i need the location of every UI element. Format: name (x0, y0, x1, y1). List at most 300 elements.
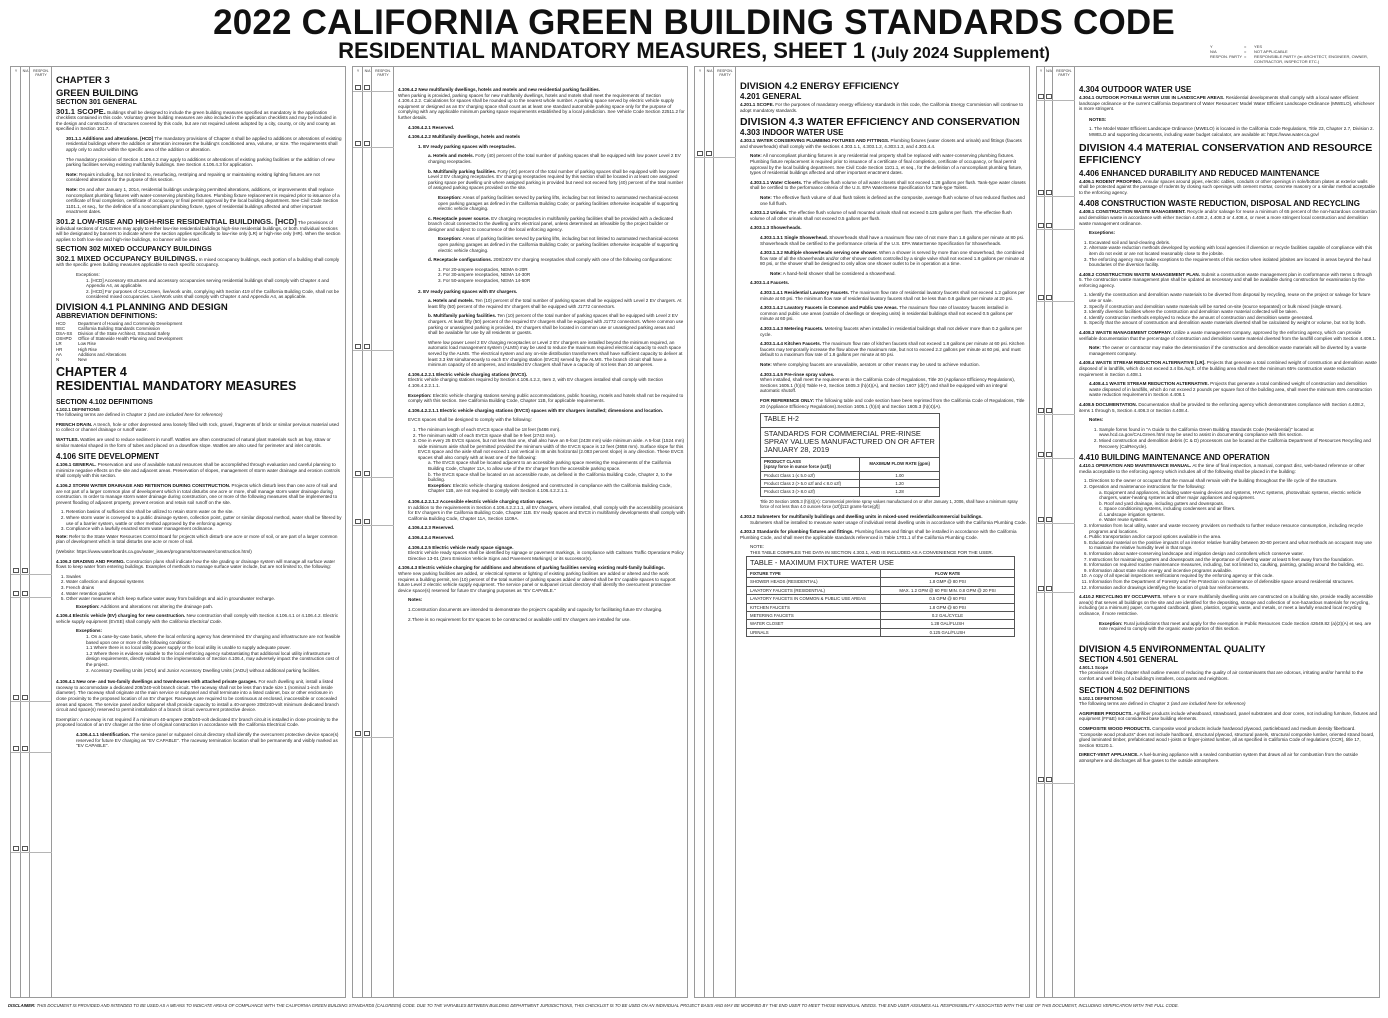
na-checkbox[interactable] (1046, 586, 1052, 591)
column-3-content (740, 79, 1027, 637)
header-subtext: [spray force in ounce force (ozf)] (764, 464, 831, 470)
abbr-code: HCD (56, 320, 66, 326)
term-label: COMPOSITE WOOD PRODUCTS. (1079, 725, 1151, 731)
section-text: The mandatory provisions of Chapter 4 shall be applied to additions or alterations of existing residential buildings where the addition or alteration increases the building's conditioned area, volume, or size. The requirements shall apply only to and/or within the specific area of the addition or alteration. (66, 135, 342, 153)
abbr-meaning: New (78, 356, 87, 362)
note-text: On and after January 1, 2014, residential buildings undergoing permitted alterations, additions, or improvements shall replace noncompliant plumbing fixtures with water-conserving plumbing fixtures. Plumbing fixture replacement is required prior to issuance of a certificate of final completion, certificate of occupancy or final permit approval by the local building department. See Civil Code Section 1101.1, et seq., for the definition of a noncompliant plumbing fixture, types of residential buildings affected and other important enactment dates. (66, 187, 340, 215)
exception-label: Exception: (438, 194, 462, 200)
division-heading: DIVISION 4.2 ENERGY EFFICIENCY (740, 81, 900, 92)
section-heading: SECTION 302 MIXED OCCUPANCY BUILDINGS (56, 246, 212, 254)
yes-checkbox[interactable] (355, 519, 361, 524)
section-text: In addition to the requirements in Section 4.106.4.2.2.1.1, all EV chargers, where installed, shall comply with the accessibility provisions for EV chargers in the California Building Code, Chapter 11B. EV ready spaces and EVCS in multifamily developments shall comply with California Building Code, Chapter 11A, Section 1109A. (408, 504, 685, 521)
y-column (695, 67, 705, 997)
section-text: At the time of final inspection, a manual, compact disc, web-based reference or other media acceptable to the enforcing agency which includes all of the following shall be placed in the building: (1079, 463, 1365, 474)
section-label: 301.2 LOW-RISE AND HIGH-RISE RESIDENTIAL BUILDINGS. [HCD] (56, 217, 297, 226)
legend-eq: = (1244, 49, 1247, 54)
list-item: 1. Retention basins of sufficient size shall be utilized to retain storm water on the site. (66, 509, 343, 515)
item-label: b. Multifamily parking facilities. (428, 313, 497, 319)
abbr-code: HR (56, 346, 63, 352)
division-heading: DIVISION 4.5 ENVIRONMENTAL QUALITY (1079, 643, 1266, 655)
exception-text: Electric vehicle charging stations designed and constructed in compliance with the California Building Code, Chapter 11B, are not required to comply with Section 4.106.4.2.2.1.1. (428, 482, 672, 494)
exception-label: Exception: (1099, 620, 1123, 626)
checklist-row (353, 518, 394, 526)
section-label: 4.303.1.4.2 Lavatory Faucets in Common and Public Use Areas. (760, 305, 898, 311)
table-cell: SHOWER HEADS (RESIDENTIAL) (747, 578, 881, 586)
note-label: Note: (760, 194, 772, 200)
exception-text: Electric vehicle charging stations serving public accommodations, public housing, motels and hotels shall not be required to comply with this section. See California Building Code, Chapter 11B, for applicable requirements. (408, 392, 684, 404)
definitions-intro-note: (and are included here for reference) (147, 412, 223, 418)
yes-checkbox[interactable] (1038, 408, 1044, 413)
list-item: 12. Information and/or drawings identifying the location of grab bar reinforcements. (1089, 585, 1377, 591)
list-item: 3. Identify diversion facilities where the construction and demolition waste material collected will be taken. (1089, 309, 1377, 315)
list-heading: 1. EV ready parking spaces with receptacles. (418, 143, 516, 149)
na-checkbox[interactable] (22, 591, 28, 596)
section-label: 4.106.4.3 Electric vehicle charging for additions and alterations of parking facilities serving existing multi-family buildings. (398, 565, 666, 571)
list-item: 1. For 20-ampere receptacles, NEMA 6-20R (438, 266, 528, 272)
checklist-row (353, 470, 394, 478)
na-checkbox[interactable] (364, 471, 370, 476)
note-text: Where complying faucets are unavailable, aerators or other means may be used to achieve reduction. (773, 362, 980, 367)
list-item: 9. Information about state solar energy and incentive programs available. (1089, 568, 1377, 574)
na-checkbox[interactable] (1046, 777, 1052, 782)
abbr-code: BSC (56, 325, 66, 331)
chapter-title: RESIDENTIAL MANDATORY MEASURES (56, 379, 297, 394)
section-text: The maximum flow rate of lavatory faucets installed in common and public use areas (outside of dwellings or sleeping units) in residential buildings shall not exceed 0.5 gallons per minute at 60 psi. (760, 305, 1013, 322)
note-text: A hand-held shower shall be considered a showerhead. (782, 270, 896, 276)
checklist-row (11, 590, 52, 598)
table-cell: LAVATORY FAUCETS IN COMMON & PUBLIC USE AREAS (747, 595, 881, 603)
section-label: 301.1.1 Additions and alterations. [HCD] (66, 135, 154, 141)
list-item: 3. French drains (66, 585, 343, 591)
note-item: 2. Mixed construction and demolition debris (C & D) processors can be located at the California Department of Resources Recycling and Recovery (CalRecycle). (1099, 438, 1377, 449)
table-cell: 1.8 GPM @ 60 PSI (881, 603, 1015, 611)
abbr-meaning: Additions and Alterations (78, 351, 127, 357)
note-text: All noncompliant plumbing fixtures in any residential real property shall be replaced with water-conserving plumbing fixtures. Plumbing fixture replacement is required prior to issuance of a certificate of final completion, certificate of occupancy, or final permit approval by the local building department. See Civil Code Section 1101.1, et seq., for the definition of a noncompliant plumbing fixture, types of residential buildings affected and other important enactment dates. (750, 153, 1023, 176)
item-text: Ten (10) percent of the total number of parking spaces shall be equipped with Level 2 EV chargers. At least fifty (50) percent of the required EV chargers shall be equipped with J1772 connectors. Where common use parking or unassigned parking is provided, EV chargers shall be located in common use or unassigned parking areas and shall be available for use by all residents or guests. (428, 313, 684, 336)
disclaimer-label: DISCLAIMER: (8, 1003, 36, 1008)
checklist-row (353, 730, 394, 738)
notes-label: NOTES: (1089, 116, 1107, 122)
checklist-row (11, 845, 52, 853)
term-definition: Composite wood products include hardwood plywood, particleboard and medium density fiberboard. "Composite wood products" does not include hardboard, structural plywood, structural panels, structural composite lumber, oriented strand board, glued laminated timber, prefabricated wood I-joists or finger-jointed lumber, all as specified in California Code of regulations (CCR), title 17, Section 93120.1. (1079, 725, 1375, 748)
table-header: FLOW RATE (881, 569, 1015, 577)
na-header: N/A (22, 69, 29, 73)
table-cell: 0.2 GAL/CYCLE (881, 612, 1015, 620)
table-cell: KITCHEN FAUCETS (747, 603, 881, 611)
list-item: 5. Educational material on the positive impacts of an interior relative humidity between 30-60 percent and what methods an occupant may use to maintain the relative humidity level in that range. (1089, 540, 1377, 551)
na-checkbox[interactable] (1046, 517, 1052, 522)
note-text: Refer to the State Water Resources Control Board for projects which disturb one acre or more of soil, or are part of a larger common plan of development which in total disturbs one acre or more of soil. (56, 533, 338, 545)
section-heading: SECTION 4.102 DEFINITIONS (56, 399, 153, 407)
list-item: 10. A copy of all special inspections verifications required by the enforcing agency or this code. (1089, 573, 1377, 579)
sheet-title: RESIDENTIAL MANDATORY MEASURES, SHEET 1 (338, 38, 865, 63)
list-item: 2. The minimum width of each EVCS space shall be 9 feet (2743 mm). (418, 433, 685, 439)
list-item: 2. Where storm water is conveyed to a public drainage system, collection point, gutter or similar disposal method, water shall be filtered by use of a barrier system, wattle or other method approved by the enforcing agency. (66, 515, 343, 526)
section-text: The effective flush volume of all water closets shall not exceed 1.28 gallons per flush. Tank-type water closets shall be certified to the performance criteria of the U.S. EPA WaterSense Specification for Tank-type Toilets. (750, 179, 1026, 191)
section-text: Projects that generate a total combined weight of construction and demolition waste disposed of in landfills, which do not exceed 3.4 lbs./sq.ft. of the building area shall meet the minimum 65% construction waste reduction requirement in Section 4.408.1 (1079, 360, 1377, 377)
section-label: 4.303.1.4.1 Residential Lavatory Faucets. (760, 290, 850, 296)
list-item: 1. Swales (66, 574, 343, 580)
section-label: 4.303.1.4.5 Pre-rinse spray valves. (760, 371, 835, 377)
legend-key: Y (1210, 44, 1213, 49)
table-row (747, 586, 1015, 594)
section-label: 4.106.4 Electric vehicle (EV) charging for new construction. (56, 613, 186, 619)
yes-checkbox[interactable] (355, 85, 361, 90)
na-checkbox[interactable] (22, 846, 28, 851)
section-label: 4.303.1 WATER CONSERVING PLUMBING FIXTURES AND FITTINGS. (740, 138, 890, 144)
subsection-label: 4.501.1 Scope (1079, 664, 1109, 670)
table-row (747, 620, 1015, 628)
section-label: 4.304.1 OUTDOOR POTABLE WATER USE IN LANDSCAPE AREAS. (1079, 95, 1225, 100)
yes-checkbox[interactable] (1038, 452, 1044, 457)
yes-checkbox[interactable] (13, 746, 19, 751)
division-heading: DIVISION 4.3 WATER EFFICIENCY AND CONSERVATION (740, 116, 1020, 129)
section-label: 4.408.3 WASTE MANAGEMENT COMPANY. (1079, 330, 1172, 336)
yes-checkbox[interactable] (1038, 517, 1044, 522)
term-label: AGRIFIBER PRODUCTS. (1079, 710, 1133, 716)
item-text: 208/240V EV charging receptacles shall comply with one of the following configurations: (493, 257, 673, 263)
table-h2-grid (760, 457, 940, 497)
exemption-text: Exemption: A raceway is not required if a minimum 40-ampere 208/240-volt dedicated EV branch circuit is installed in close proximity to the proposed location of an EV charger at the time of original construction in accordance with the California Electrical Code. (56, 716, 339, 728)
section-text: Where 5 or more multifamily dwelling units are constructed on a building site, provide readily accessible area(s) that serves all buildings on the site and are identified for the depositing, storage and collection of non-hazardous materials for recycling, including (at a minimum) paper, corrugated cardboard, glass, plastics, organic waste, and metals, or meet a lawfully enacted local recycling ordinance, if more restrictive. (1079, 594, 1373, 616)
section-label: 4.408.1 CONSTRUCTION WASTE MANAGEMENT. (1079, 209, 1186, 215)
list-item: b. The EVCS space shall be located on an accessible route, as defined in the California Building Code, Chapter 2, to the building. (428, 471, 673, 483)
abbr-meaning: High Rise (78, 346, 98, 352)
section-heading: 4.201 GENERAL (740, 92, 802, 101)
term-label: DIRECT-VENT APPLIANCE. (1079, 752, 1139, 758)
list-item: 2. Water collection and disposal systems (66, 579, 343, 585)
section-label: 4.303.1.1 Water Closets. (750, 179, 803, 185)
list-item: 11. Information from the Department of Forestry and Fire Protection on maintenance of defensible space around residential structures. (1089, 579, 1377, 585)
section-label: 4.408.5 DOCUMENTATION. (1079, 401, 1138, 407)
section-text: The mandatory provision of Section 4.106.4.2 may apply to additions or alterations of existing parking facilities or the addition of new parking facilities serving existing multifamily buildings. See Section 4.106.4.3 for application. (66, 156, 335, 168)
party-column (714, 67, 736, 997)
section-text: Showerheads shall have a maximum flow rate of not more than 1.8 gallons per minute at 80 psi. Showerheads shall be certified to the performance criteria of the U.S. EPA WaterSense Specification for Showerheads. (760, 234, 1025, 246)
table-cell: MAX. 1.2 GPM @ 60 PSI MIN. 0.8 GPM @ 20 PSI (881, 586, 1015, 594)
section-label: 4.106.4.1 New one- and two-family dwellings and townhouses with attached private garages. (56, 679, 258, 685)
table-cell: 0.125 GAL/FLUSH (881, 628, 1015, 636)
party-column (30, 67, 52, 997)
table-cell: URINALS (747, 628, 881, 636)
yes-checkbox[interactable] (13, 846, 19, 851)
list-item: Operation and maintenance instructions for the following: (1089, 483, 1205, 489)
section-label: 4.303.2 Submeters for multifamily buildings and dwelling units in mixed-used residential/commercial buildings. (740, 514, 983, 519)
table-cell: 1.20 (860, 480, 940, 488)
note-label: NOTE: (750, 544, 765, 550)
na-checkbox[interactable] (22, 746, 28, 751)
na-checkbox[interactable] (1046, 223, 1052, 228)
yes-checkbox[interactable] (355, 471, 361, 476)
section-text: Plumbing fixtures and fittings shall be installed in accordance with the California Plumbing Code, and shall meet the applicable standards referenced in Table 1701.1 of the California Plumbing Code. (740, 529, 1017, 540)
table-cell: 0.5 GPM @ 60 PSI (881, 595, 1015, 603)
na-checkbox[interactable] (364, 85, 370, 90)
column-4 (1036, 66, 1380, 998)
section-label: 4.106.4.2 New multifamily dwellings, hotels and motels and new residential parking facilities. (398, 87, 600, 92)
yes-checkbox[interactable] (1038, 190, 1044, 195)
note-text: The owner or contractor may make the determination if the construction and demolition waste materials will be diverted by a waste management company. (1089, 345, 1367, 356)
exception-item: 3. The enforcing agency may make exceptions to the requirements of this section when isolated jobsites are located in areas beyond the haul boundaries of the diversion facility. (1089, 257, 1377, 268)
abbr-meaning: Office of Statewide Health Planning and Development (78, 336, 183, 342)
abbr-code: OSHPD (56, 336, 72, 342)
list-item: 6. Information about water-conserving landscape and irrigation design and controllers which conserve water. (1089, 551, 1377, 557)
table-cell: 1.00 (860, 471, 940, 479)
fixture-table (740, 556, 1015, 638)
chapter-heading: CHAPTER 3 (56, 75, 110, 86)
section-text: Preservation and use of available natural resources shall be accomplished through evaluation and careful planning to minimize negative effects on the site and adjacent areas. Preservation of slopes, management of storm water drainage and erosion controls shall comply with this section. (56, 462, 340, 479)
table-cell: 1.28 GAL/FLUSH (881, 620, 1015, 628)
na-checkbox[interactable] (1046, 190, 1052, 195)
reference-label: FOR REFERENCE ONLY: (760, 397, 815, 403)
na-column (705, 67, 714, 997)
exception-text: Areas of parking facilities served by parking lifts, including but not limited to automated mechanical-access open parking garages as defined in the California Building Code; or parking facilities otherwise incapable of supporting electric vehicle charging. (438, 194, 679, 212)
checklist-row (1037, 222, 1075, 230)
yes-checkbox[interactable] (1038, 223, 1044, 228)
sub-list-item: e. Water reuse systems. (1099, 517, 1149, 523)
definitions-intro-note: (and are included here for reference) (1170, 701, 1246, 707)
section-heading: SECTION 4.501 GENERAL (1079, 654, 1179, 664)
exception-label: Exception: (408, 392, 432, 398)
note-text: Repairs including, but not limited to, resurfacing, restriping and repairing or maintaining existing lighting fixtures are not considered alterations for the purpose of this section. (66, 171, 320, 183)
na-checkbox[interactable] (1046, 94, 1052, 99)
yes-checkbox[interactable] (355, 344, 361, 349)
disclaimer-text: THIS DOCUMENT IS PROVIDED AND INTENDED TO BE USED AS A MEANS TO INDICATE AREAS OF COMPLIANCE WITH THE CALIFORNIA GREEN BUILDING STANDARDS (CALGREEN) CODE. DUE TO THE VARIABLES BETWEEN BUILDING DEPARTMENT JURISDICTIONS, THIS CHECKLIST IS TO BE USED ON AN INDIVIDUAL PROJECT BASIS AND MAY BE MODIFIED BY THE END USER TO MEET THOSE INDIVIDUAL NEEDS. THE END USER ASSUMES ALL RESPONSIBILITY ASSOCIATED WITH THE USE OF THIS DOCUMENT, INCLUDING VERIFICATION WITH THE FULL CODE. (36, 1003, 1179, 1008)
sub-list-item: a. Equipment and appliances, including water-saving devices and systems, HVAC systems, photovoltaic systems, electric vehicle chargers, water-heating systems and other major appliances and equipment. (1099, 489, 1362, 501)
section-heading: 4.304 OUTDOOR WATER USE (1079, 85, 1192, 94)
na-checkbox[interactable] (364, 141, 370, 146)
section-label: 4.106.3 GRADING AND PAVING. (56, 558, 125, 564)
exception-item: 1. On a case-by-case basis, where the local enforcing agency has determined EV charging and infrastructure are not feasible based upon one or more of the following conditions: (86, 634, 341, 645)
checklist-row (1037, 189, 1075, 197)
abbr-code: DSA-SS (56, 330, 73, 336)
yes-checkbox[interactable] (1038, 295, 1044, 300)
list-item: 4. Identify construction methods employed to reduce the amount of construction and demolition waste generated. (1089, 315, 1377, 321)
table-cell: 1.8 GMP @ 80 PSI (881, 578, 1015, 586)
section-label: 4.408.4 WASTE STREAM REDUCTION ALTERNATIVE [LR]. (1079, 360, 1206, 366)
section-heading: 4.410 BUILDING MAINTENANCE AND OPERATION (1079, 453, 1270, 463)
exception-label: Exception: (438, 236, 462, 242)
definitions-intro: The following terms are defined in Chapter 2 (56, 412, 147, 418)
na-checkbox[interactable] (1046, 295, 1052, 300)
list-item: a. The EVCS space shall be located adjacent to an accessible parking space meeting the requirements of the California Building Code, Chapter 11A, to allow use of the EV charger from the accessible parking space. (428, 460, 672, 472)
section-label: 4.410.1 OPERATION AND MAINTENANCE MANUAL. (1079, 463, 1192, 469)
document-subtitle (0, 38, 1388, 67)
section-text: Submit a construction waste management plan in conformance with Items 1 through 5. The construction waste management plan shall be updated as necessary and shall be available during construction for examination by the enforcing agency. (1079, 271, 1373, 288)
abbr-meaning: Department of Housing and Community Development (78, 320, 183, 326)
exception-label: Exception: (76, 603, 100, 609)
checklist-row (1037, 585, 1075, 593)
exception-item: 2. [HCD] For purposes of CALGreen, live/work units, complying with Section 419 of the California Building Code, shall not be considered mixed occupancies. Live/Work units shall comply with Chapter 4 and Appendix A4, as applicable. (86, 288, 340, 300)
y-column (353, 67, 363, 997)
checklist-row (1037, 93, 1075, 101)
checklist-row (1037, 516, 1075, 524)
section-text: Where new parking facilities are added, or electrical systems or lighting of existing parking facilities are added or altered and the work requires a building permit, ten (10) percent of the total number of parking spaces added or altered shall be EV capable spaces to support future Level 2 electric vehicle supply equipment. The service panel or subpanel circuit directory shall identify the overcurrent protective device space(s) reserved for future EV charging purposes as "EV CAPABLE." (398, 570, 676, 593)
sub-list-item: d. Landscape irrigation systems. (1099, 511, 1165, 517)
section-label: 4.106.4.1.1 Identification. (76, 731, 131, 737)
exceptions-label: Exceptions: (76, 628, 103, 634)
legend-eq: = (1244, 54, 1247, 59)
section-heading: SECTION 301 GENERAL (56, 99, 137, 106)
section-label: 4.201.1 SCOPE. (740, 102, 774, 107)
section-heading: 4.406 ENHANCED DURABILITY AND REDUCED MAINTENANCE (1079, 168, 1320, 178)
item-text: Ten (10) percent of the total number of parking spaces shall be equipped with Level 2 EV chargers. At least fifty (50) percent of the required EV chargers shall be equipped with J1772 connectors. (428, 298, 682, 309)
note-label: Note: (1089, 345, 1101, 351)
column-2-content (398, 85, 685, 626)
section-text: Construction plans shall indicate how the site grading or drainage system will manage all surface water flows to keep water from entering buildings. Examples of methods to manage surface water include, but are not limited to, the following: (56, 558, 335, 570)
table-row (747, 628, 1015, 636)
table-row (761, 488, 940, 496)
na-checkbox[interactable] (706, 151, 712, 156)
list-item: 1. Directions to the owner or occupant that the manual shall remain with the building throughout the life cycle of the structure. (1089, 478, 1377, 484)
na-checkbox[interactable] (364, 344, 370, 349)
table-label: TABLE H-2 (760, 413, 940, 426)
fixture-table-grid (746, 569, 1015, 637)
section-text: EVCS spaces shall be designed to comply with the following: (408, 417, 532, 423)
note-text: THIS TABLE COMPILES THE DATA IN SECTION 4.303.1, AND IS INCLUDED AS A CONVENIENCE FOR THE USER. (750, 549, 994, 555)
section-text: Residential developments shall comply with a local water efficient landscape ordinance or the current California Department of Water Resources' Model Water Efficient Landscape Ordinance (MWELO), whichever is more stringent. (1079, 95, 1375, 112)
division-heading: DIVISION 4.1 PLANNING AND DESIGN (56, 302, 228, 314)
checklist-row (1037, 294, 1075, 302)
table-row (747, 578, 1015, 586)
section-label: 4.303.1.3.1 Single Showerhead. (760, 234, 828, 240)
section-text: Recycle and/or salvage for reuse a minimum of 65 percent of the non-hazardous construction and demolition waste in accordance with either Section 4.408.2, 4.408.3 or 4.408.4, or meet a more stringent local construction and demolition waste management ordinance. (1079, 209, 1377, 226)
item-label: b. Multifamily parking facilities. (428, 168, 497, 174)
section-text: When a shower is served by more than one showerhead, the combined flow rate of all the showerheads and/or other shower outlets controlled by a single valve shall not exceed 1.8 gallons per minute at 80 psi, or the shower shall be designed to only allow one shower outlet to be in operation at a time. (760, 250, 1025, 267)
note-label: Note: (66, 171, 78, 177)
na-checkbox[interactable] (364, 519, 370, 524)
section-text: When parking is provided, parking spaces for new multifamily dwellings, hotels and motels shall meet the requirements of Section 4.106.4.2.2. Calculations for spaces shall be rounded up to the nearest whole number. A parking space served by electric vehicle supply equipment or designed as an EV charging space shall count as at least one standard automobile parking space only for the purpose of complying with any applicable minimum parking space requirements established by a local jurisdiction. See Vehicle Code Section 22511.2 for further details. (398, 92, 685, 120)
list-item: 3. Compliance with a lawfully enacted storm water management ordinance. (66, 526, 343, 532)
section-label: 4.106.4.2.1 Reserved. (408, 124, 455, 130)
table-footnote: Title 20 Section 1605.3 (h)(4)(A): Commercial prerinse spray values manufactured on or after January 1, 2006, shall have a minimum spray force of not less than 4.0 ounces-force (ozf)[113 grams-force(gf)] (760, 498, 1018, 510)
legend-value: YES (1254, 44, 1263, 49)
column-1 (10, 66, 346, 998)
list-item: 3. Information from local utility, water and waste recovery providers on methods to further reduce resource consumption, including recycle programs and locations. (1089, 523, 1377, 534)
na-column (1045, 67, 1053, 997)
note-item: 1. Sample forms found in "A Guide to the California Green Building Standards Code (Residential)" located at www.hcd.ca.gov/CALGreen.html may be used to assist in documenting compliance with this section. (1099, 427, 1377, 438)
exception-text: Areas of parking facilities served by parking lifts, including but not limited to automated mechanical-access open parking garages as defined in the California Building Code; or parking facilities otherwise incapable of supporting electric vehicle charging. (438, 236, 679, 253)
section-label: 4.303.1.4.3 Metering Faucets. (760, 326, 824, 332)
sub-list-item: c. Space conditioning systems, including condensers and air filters. (1099, 506, 1236, 512)
checklist-row (1037, 407, 1075, 415)
note-label: Note: (760, 362, 772, 367)
item-text: EV charging receptacles in multifamily parking facilities shall be provided with a dedicated branch circuit connected to the dwelling unit's electrical panel, unless determined as infeasible by the project builder or designer and subject to concurrence of the local enforcing agency. (428, 215, 674, 232)
yes-checkbox[interactable] (697, 151, 703, 156)
na-checkbox[interactable] (1046, 452, 1052, 457)
chapter-title: GREEN BUILDING (56, 88, 139, 99)
checklist-row (1037, 776, 1075, 784)
supplement-label: (July 2024 Supplement) (871, 45, 1050, 62)
list-item: 1. The minimum length of each EVCS space shall be 18 feet (5486 mm). (418, 427, 685, 433)
yes-checkbox[interactable] (355, 731, 361, 736)
section-heading: 4.303 INDOOR WATER USE (740, 128, 844, 138)
na-checkbox[interactable] (1046, 408, 1052, 413)
note-label: Note: (56, 533, 68, 539)
na-checkbox[interactable] (22, 695, 28, 700)
section-label: 4.106.4.2.2.1.1 Electric vehicle charging stations (EVCS) spaces with EV chargers installed; dimensions and location. (408, 407, 664, 413)
reference-text: The following table and code section have been reprinted from the California Code of Regulations, Title 20 (Appliance Efficiency Regulations).Section 1605.1 (h)(4) and Section 1605.3 (h)(4)(A). (760, 397, 1025, 409)
na-checkbox[interactable] (22, 568, 28, 573)
table-header: MAXIMUM FLOW RATE (gpm) (860, 457, 940, 471)
yes-checkbox[interactable] (13, 568, 19, 573)
term-label: FRENCH DRAIN. (56, 421, 93, 427)
subsection-label: 5.102.1 DEFINITIONS (1079, 695, 1123, 701)
yes-checkbox[interactable] (1038, 586, 1044, 591)
party-header: RESPON. PARTY (33, 69, 49, 77)
y-header: Y (698, 69, 702, 73)
section-label: 4.303.1.3.2 Multiple showerheads serving one shower. (760, 250, 878, 256)
list-item: 2. For 30-ampere receptacles, NEMA 14-30R (438, 272, 531, 278)
section-label: 4.303.1.2 Urinals. (750, 210, 788, 216)
abbr-code: LR (56, 341, 62, 347)
yes-checkbox[interactable] (355, 141, 361, 146)
item-label: c. Receptacle power source. (428, 215, 490, 221)
section-text: For each dwelling unit, install a listed raceway to accommodate a dedicated 208/240-volt branch circuit. The raceway shall not be less than trade size 1 (nominal 1-inch inside diameter). The raceway shall originate at the main service or subpanel and shall terminate into a listed cabinet, box or other enclosure in close proximity to the proposed location of an EV charger. Raceways are required to be continuous at enclosed, inaccessible or concealed areas and spaces. The service panel and/or subpanel shall provide capacity to install a 40-ampere 208/240-volt minimum dedicated branch circuit and space(s) reserved to permit installation of a branch circuit overcurrent protective device. (56, 679, 339, 713)
term-definition: Agrifiber products include wheatboard, strawboard, panel substrates and door cores, not including furniture, fixtures and equipment (FF&E) not considered base building elements. (1079, 710, 1377, 722)
section-text: The effective flush volume of wall mounted urinals shall not exceed 0.125 gallons per flush. The effective flush volume of all other urinals shall not exceed 0.5 gallons per flush. (750, 210, 1012, 221)
list-item: 5. Other water measures which keep surface water away from buildings and aid in groundwater recharge. (66, 596, 343, 602)
section-label: 4.106.4.2.2.1.2 Accessible electric vehicle charging station spaces. (408, 499, 554, 505)
section-text: Submeters shall be installed to measure water usage of individual rental dwelling units in accordance with the California Plumbing Code. (750, 519, 1027, 525)
yes-checkbox[interactable] (1038, 777, 1044, 782)
list-item: 1. Identify the construction and demolition waste materials to be diverted from disposal by recycling, reuse on the project or salvage for future use or sale. (1089, 292, 1377, 303)
section-label: 4.303.1.3 Showerheads. (750, 225, 802, 231)
y-header: Y (356, 69, 360, 73)
section-label: 4.410.2 RECYCLING BY OCCUPANTS. (1079, 594, 1162, 600)
na-column (21, 67, 30, 997)
section-heading: 4.106 SITE DEVELOPMENT (56, 452, 160, 462)
checklist-row (11, 694, 52, 702)
table-row (761, 471, 940, 479)
division-heading: DIVISION 4.4 MATERIAL CONSERVATION AND RESOURCE EFFICIENCY (1079, 141, 1373, 166)
item-text: Where low power Level 2 EV charging receptacles or Level 2 EV chargers are installed beyond the minimum required, an automatic load management system (ALMS) may be used to reduce the maximum required electrical capacity to each space served by the ALMS. The electrical system and any on-site distribution transformers shall have sufficient capacity to deliver at least 3.3 kW simultaneously to each EV charging station (EVCS) served by the ALMS. The branch circuit shall have a minimum capacity of 40 amperes, and installed EV chargers shall have a capacity of not less than 30 amperes. (428, 339, 683, 368)
section-text: The provisions of individual sections of CALGreen may apply to either low-rise residential buildings high-rise residential buildings, or both. Individual sections will be designated by banners to indicate where the section applies specifically to low-rise only (LR) or high-rise only (HR). When the section applies to both low-rise and high-rise buildings, no banner will be used. (56, 220, 341, 242)
item-label: a. Hotels and motels. (428, 298, 474, 304)
section-text: Annular spaces around pipes, electric cables, conduits or other openings in sole/bottom plates at exterior walls shall be protected against the passage of rodents by closing such openings with cement mortar, concrete masonry or a similar method acceptable to the enforcing agency. (1079, 178, 1375, 195)
list-item: 7. Instructions for maintaining gutters and downspouts and the importance of diverting water at least 5 feet away from the foundation. (1089, 557, 1377, 563)
abbr-meaning: Low Rise (78, 341, 97, 347)
notes-label: Notes: (1089, 417, 1104, 423)
abbr-meaning: Division of the State Architect, Structural Safety (78, 330, 171, 336)
website-link[interactable]: (Website: https://www.waterboards.ca.gov/water_issues/programs/stormwater/construction.html) (56, 548, 252, 554)
yes-checkbox[interactable] (1038, 94, 1044, 99)
section-label: 4.106.4.2.3 Reserved. (408, 525, 455, 531)
column-4-content (1079, 85, 1377, 767)
term-definition: A trench, hole or other depressed area loosely filled with rock, gravel, fragments of brick or similar pervious material used to collect or channel drainage or runoff water. (56, 421, 339, 433)
checklist-legend (1210, 44, 1384, 64)
list-item: 4. Public transportation and/or carpool options available in the area. (1089, 534, 1377, 540)
na-checkbox[interactable] (364, 731, 370, 736)
section-label: 4.106.4.2.2 Multifamily dwellings, hotels and motels (408, 134, 521, 140)
list-item: 8. Information on required routine maintenance measures, including, but not limited to, caulking, painting, grading around the building, etc. (1089, 562, 1377, 568)
section-label: 4.106.4.2.5 Electric vehicle ready space signage. (408, 544, 514, 550)
checklist-row (695, 150, 736, 158)
party-column (372, 67, 394, 997)
table-row (747, 595, 1015, 603)
note-text: The effective flush volume of dual flush toilets is defined as the composite, average flush volume of two reduced flushes and one full flush. (760, 194, 1025, 206)
yes-checkbox[interactable] (13, 591, 19, 596)
exception-item: 1. [HCD] Accessory structures and accessory occupancies serving residential buildings shall comply with Chapter 4 and Appendix A4, as applicable. (86, 277, 330, 289)
table-cell: Product Class 3 (> 8.0 ozf) (761, 488, 860, 496)
note-label: Note: (770, 270, 782, 276)
section-text: The service panel or subpanel circuit directory shall identify the overcurrent protective device space(s) reserved for future EV charging as "EV CAPABLE". The raceway termination location shall be permanently and visibly marked as "EV CAPABLE". (76, 731, 339, 749)
yes-checkbox[interactable] (13, 695, 19, 700)
section-heading: 4.408 CONSTRUCTION WASTE REDUCTION, DISPOSAL AND RECYCLING (1079, 199, 1360, 209)
section-heading: SECTION 4.502 DEFINITIONS (1079, 685, 1190, 695)
item-label: a. Hotels and motels. (428, 153, 474, 159)
term-label: WATTLES. (56, 437, 79, 443)
y-column (1037, 67, 1045, 997)
exceptions-label: Exceptions: (76, 272, 100, 278)
